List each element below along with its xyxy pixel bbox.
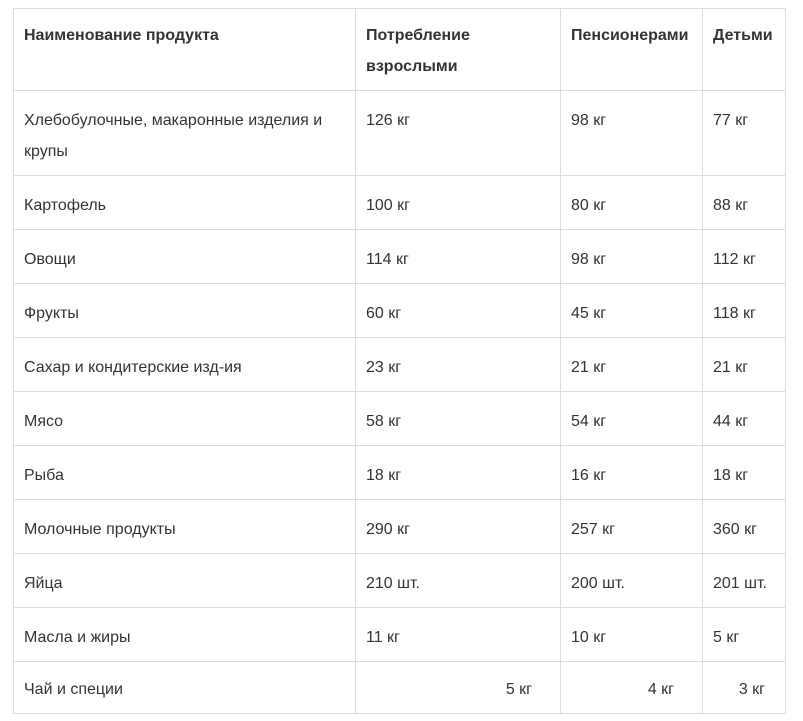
cell-children: 118 кг xyxy=(703,284,786,338)
header-product-name: Наименование продукта xyxy=(14,9,356,91)
table-row xyxy=(14,176,786,230)
cell-pensioners: 80 кг xyxy=(561,176,703,230)
cell-product: Масла и жиры xyxy=(14,608,356,662)
cell-children: 5 кг xyxy=(703,608,786,662)
cell-children: 18 кг xyxy=(703,446,786,500)
cell-children: 88 кг xyxy=(703,176,786,230)
table-row xyxy=(14,230,786,284)
cell-adults: 60 кг xyxy=(356,284,561,338)
table-row xyxy=(14,284,786,338)
table-row xyxy=(14,392,786,446)
cell-children: 44 кг xyxy=(703,392,786,446)
cell-pensioners: 45 кг xyxy=(561,284,703,338)
cell-pensioners: 16 кг xyxy=(561,446,703,500)
table-row xyxy=(14,338,786,392)
cell-children: 3 кг xyxy=(703,662,786,714)
cell-pensioners: 98 кг xyxy=(561,91,703,176)
consumption-table-container xyxy=(13,8,785,714)
cell-pensioners: 98 кг xyxy=(561,230,703,284)
cell-adults: 11 кг xyxy=(356,608,561,662)
cell-children: 112 кг xyxy=(703,230,786,284)
cell-pensioners: 4 кг xyxy=(561,662,703,714)
cell-pensioners: 10 кг xyxy=(561,608,703,662)
table-row xyxy=(14,91,786,176)
cell-adults: 5 кг xyxy=(356,662,561,714)
cell-pensioners: 200 шт. xyxy=(561,554,703,608)
cell-product: Мясо xyxy=(14,392,356,446)
cell-product: Хлебобулочные, макаронные изделия и крупы xyxy=(14,91,356,176)
cell-product: Фрукты xyxy=(14,284,356,338)
table-row xyxy=(14,554,786,608)
table-row xyxy=(14,662,786,714)
cell-product: Молочные продукты xyxy=(14,500,356,554)
cell-pensioners: 21 кг xyxy=(561,338,703,392)
cell-product: Чай и специи xyxy=(14,662,356,714)
table-row xyxy=(14,608,786,662)
cell-adults: 100 кг xyxy=(356,176,561,230)
table-row xyxy=(14,446,786,500)
cell-adults: 58 кг xyxy=(356,392,561,446)
cell-product: Яйца xyxy=(14,554,356,608)
cell-pensioners: 54 кг xyxy=(561,392,703,446)
cell-adults: 114 кг xyxy=(356,230,561,284)
header-adults: Потребление взрослыми xyxy=(356,9,561,91)
cell-product: Картофель xyxy=(14,176,356,230)
cell-product: Сахар и кондитерские изд-ия xyxy=(14,338,356,392)
cell-adults: 23 кг xyxy=(356,338,561,392)
cell-children: 360 кг xyxy=(703,500,786,554)
header-children: Детьми xyxy=(703,9,786,91)
cell-adults: 290 кг xyxy=(356,500,561,554)
cell-product: Овощи xyxy=(14,230,356,284)
table-header-row xyxy=(14,9,786,91)
cell-adults: 18 кг xyxy=(356,446,561,500)
header-pensioners: Пенсионерами xyxy=(561,9,703,91)
table-row xyxy=(14,500,786,554)
cell-children: 21 кг xyxy=(703,338,786,392)
cell-adults: 126 кг xyxy=(356,91,561,176)
cell-children: 201 шт. xyxy=(703,554,786,608)
cell-pensioners: 257 кг xyxy=(561,500,703,554)
consumption-table xyxy=(13,8,786,714)
cell-adults: 210 шт. xyxy=(356,554,561,608)
cell-children: 77 кг xyxy=(703,91,786,176)
cell-product: Рыба xyxy=(14,446,356,500)
